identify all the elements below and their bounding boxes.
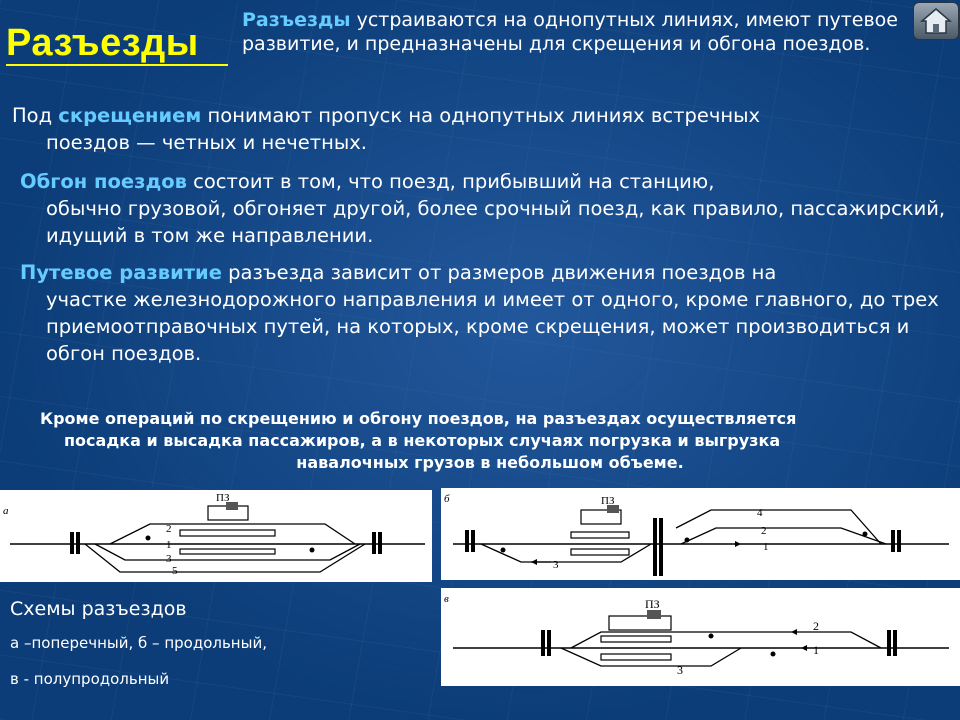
diagram-letter: б <box>444 493 450 505</box>
platform <box>180 530 275 536</box>
diagram-a-transverse <box>0 490 432 582</box>
caption-line-2: в - полупродольный <box>10 670 170 688</box>
paragraph-first-line: разъезда зависит от размеров движения поездов на <box>221 261 777 284</box>
track-label: 4 <box>757 507 763 519</box>
platform <box>571 549 629 555</box>
signal-light <box>146 536 151 541</box>
track-label: 2 <box>761 525 767 537</box>
paragraph-keyword: Обгон поездов <box>20 170 187 193</box>
direction-arrow-head <box>791 629 797 635</box>
paragraph-continuation: поездов — четных и нечетных. <box>46 131 367 154</box>
paragraph-keyword: скрещением <box>58 104 202 127</box>
track-label: 2 <box>166 523 172 535</box>
paragraph-continuation: участке железнодорожного направления и имеет от одного, кроме главного, до трех приемоотправочных путей, на которых, кроме скрещения, может производиться и обгон поездов. <box>46 288 939 365</box>
title-underline <box>6 64 228 66</box>
signal-right <box>372 532 382 554</box>
track-label: 3 <box>677 663 683 677</box>
platform <box>601 654 671 660</box>
track-label: 1 <box>813 643 819 657</box>
paragraph-first-line: состоит в том, что поезд, прибывший на станцию, <box>186 170 715 193</box>
paragraph-crossing <box>12 102 952 156</box>
operations-note <box>40 408 920 474</box>
track-2 <box>110 524 355 544</box>
building-label: ПЗ <box>601 495 615 507</box>
platform <box>601 636 671 642</box>
signal-right <box>891 530 901 552</box>
paragraph-overtaking <box>20 168 960 249</box>
track-label: 3 <box>166 553 172 565</box>
intro-body: устраиваются на однопутных линиях, имеют путевое развитие, и предназначены для скрещения и обгона поездов. <box>242 9 898 55</box>
direction-arrow-head <box>801 645 807 651</box>
track-3 <box>481 544 651 562</box>
signal-left <box>465 530 475 552</box>
diagram-v-semilongitudinal <box>441 588 960 686</box>
building-label: ПЗ <box>645 597 660 611</box>
track-label: 2 <box>813 619 819 633</box>
paragraph-first-line: понимают пропуск на однопутных линиях встречных <box>201 104 761 127</box>
paragraph-continuation: обычно грузовой, обгоняет другой, более срочный поезд, как правило, пассажирский, идущий в том же направлении. <box>46 197 946 247</box>
signal-left <box>70 532 80 554</box>
track-5 <box>85 544 365 572</box>
signal-light <box>709 634 714 639</box>
note-line-2: посадка и высадка пассажиров, а в некоторых случаях погрузка и выгрузка <box>64 431 781 450</box>
intro-text <box>242 8 922 56</box>
building-hatch <box>647 610 661 619</box>
caption-line-1: а –поперечный, б – продольный, <box>10 634 267 652</box>
diagram-b-svg <box>441 488 960 580</box>
signal-left <box>541 630 551 656</box>
track-3 <box>561 648 741 666</box>
track-2 <box>571 632 881 648</box>
diagram-a-svg <box>0 490 432 582</box>
building-label: ПЗ <box>216 492 230 504</box>
track-3 <box>95 544 360 560</box>
direction-arrow-head <box>531 559 537 565</box>
note-line-3: навалочных грузов в небольшом объеме. <box>296 453 684 472</box>
note-line-1: Кроме операций по скрещению и обгону поездов, на разъездах осуществляется <box>40 409 797 428</box>
diagram-v-svg <box>441 588 960 686</box>
direction-arrow-head <box>735 541 741 547</box>
signal-light <box>685 538 690 543</box>
signal-light <box>501 548 506 553</box>
paragraph-keyword: Путевое развитие <box>20 261 222 284</box>
paragraph-lead: Под <box>12 104 59 127</box>
signal-middle <box>653 518 663 576</box>
diagram-letter: а <box>3 505 9 517</box>
signal-light <box>310 548 315 553</box>
track-label: 1 <box>763 541 769 553</box>
track-2 <box>681 528 886 544</box>
paragraph-track-development <box>20 259 960 367</box>
signal-light <box>863 532 868 537</box>
page-title: Разъезды <box>6 22 199 64</box>
intro-keyword: Разъезды <box>242 9 351 31</box>
station-building <box>609 616 671 630</box>
track-label: 5 <box>172 565 178 577</box>
track-label: 3 <box>553 559 559 571</box>
caption-title: Схемы разъездов <box>10 598 187 620</box>
diagram-b-longitudinal <box>441 488 960 580</box>
platform <box>180 549 275 554</box>
signal-light <box>771 652 776 657</box>
platform <box>571 532 629 538</box>
diagram-letter: в <box>444 593 449 605</box>
signal-right <box>887 630 897 656</box>
track-label: 1 <box>166 539 172 551</box>
track-4 <box>676 510 881 544</box>
